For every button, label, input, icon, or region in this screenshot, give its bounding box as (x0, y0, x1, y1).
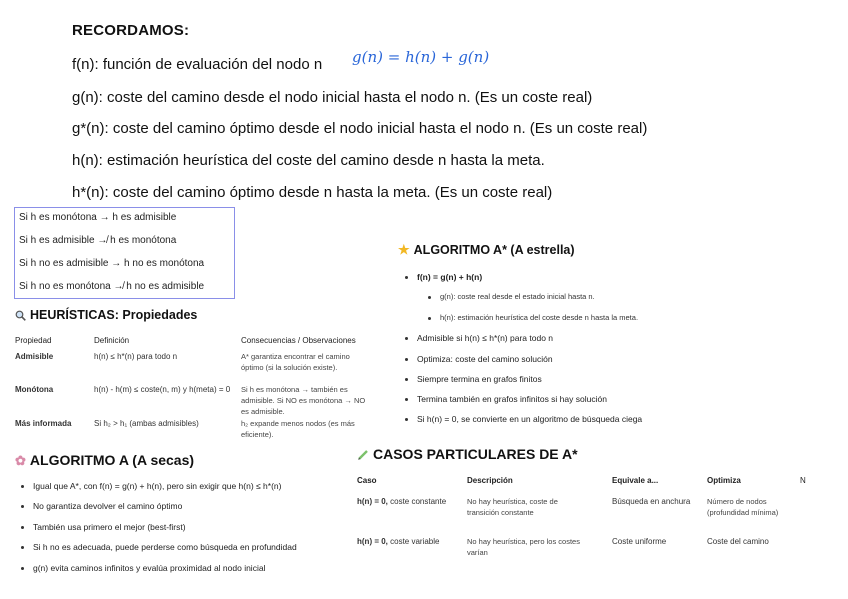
pencil-icon (357, 449, 369, 461)
astar-title (398, 242, 575, 258)
casos-row-opt: Coste del camino (707, 537, 769, 546)
heuristics-row-prop: Más informada (15, 419, 72, 428)
casos-row-equiv: Coste uniforme (612, 537, 667, 546)
astar-subitem: h(n): estimación heurística del coste desde n hasta la meta. (428, 313, 638, 322)
algo-a-title (15, 452, 194, 469)
algo-a-item: Igual que A*, con f(n) = g(n) + h(n), pero sin exigir que h(n) ≤ h*(n) (21, 481, 281, 491)
casos-header-opt: Optimiza (707, 476, 741, 485)
astar-subitem: g(n): coste real desde el estado inicial hasta n. (428, 292, 595, 301)
heuristics-row-def: h(n) ≤ h*(n) para todo n (94, 352, 178, 361)
heuristics-row-obs: h₂ expande menos nodos (es más eficiente). (241, 419, 355, 439)
magnifier-icon (15, 310, 26, 321)
astar-item: Siempre termina en grafos finitos (405, 374, 542, 384)
algo-a-item: También usa primero el mejor (best-first) (21, 522, 186, 532)
brain-icon: ✿ (15, 453, 26, 468)
handwritten-note: g(n) = h(n) + g(n) (352, 48, 490, 66)
casos-header-desc: Descripción (467, 476, 513, 485)
recap-line-hstar: h*(n): coste del camino óptimo desde n hasta la meta. (Es un coste real) (72, 184, 553, 201)
monotone-line: Si h es admisible ↛ h es monótona (19, 235, 177, 246)
monotone-line: Si h no es monótona ↛ h no es admisible (19, 281, 205, 292)
astar-item: Si h(n) = 0, se convierte en un algoritmo de búsqueda ciega (405, 414, 642, 424)
heuristics-header-obs: Consecuencias / Observaciones (241, 336, 356, 345)
algo-a-title-text: ALGORITMO A (A secas) (29, 452, 195, 468)
heuristics-header-prop: Propiedad (15, 336, 52, 345)
casos-header-extra: N (800, 476, 806, 485)
heuristics-row-def: Si h₂ > h₁ (ambas admisibles) (94, 419, 199, 428)
casos-header-caso: Caso (357, 476, 377, 485)
astar-item: Optimiza: coste del camino solución (405, 354, 553, 364)
casos-row-caso: h(n) = 0, coste variable (357, 537, 440, 546)
heuristics-header-def: Definición (94, 336, 130, 345)
astar-item: Admisible si h(n) ≤ h*(n) para todo n (405, 333, 553, 343)
heuristics-row-def: h(n) - h(m) ≤ coste(n, m) y h(meta) = 0 (94, 385, 231, 394)
casos-row-equiv: Búsqueda en anchura (612, 497, 691, 506)
astar-title-text: ALGORITMO A* (A estrella) (413, 243, 575, 257)
casos-header-equiv: Equivale a... (612, 476, 659, 485)
casos-title (357, 446, 578, 462)
casos-row-desc: No hay heurística, coste de transición constante (467, 497, 558, 517)
recap-line-h: h(n): estimación heurística del coste del camino desde n hasta la meta. (72, 152, 545, 169)
astar-item: f(n) = g(n) + h(n) (405, 272, 482, 282)
algo-a-item: No garantiza devolver el camino óptimo (21, 501, 182, 511)
recap-line-g: g(n): coste del camino desde el nodo inicial hasta el nodo n. (Es un coste real) (72, 89, 593, 106)
monotone-box (14, 207, 235, 299)
heuristics-title (15, 308, 197, 322)
algo-a-item: g(n) evita caminos infinitos y evalúa proximidad al nodo inicial (21, 563, 265, 573)
heuristics-row-prop: Admisible (15, 352, 54, 361)
casos-row-caso: h(n) = 0, coste constante (357, 497, 447, 506)
casos-row-desc: No hay heurística, pero los costes varían (467, 537, 580, 557)
monotone-line: Si h no es admisible → h no es monótona (19, 258, 205, 269)
star-icon: ★ (398, 242, 410, 257)
algo-a-item: Si h no es adecuada, puede perderse como búsqueda en profundidad (21, 542, 297, 552)
casos-row-opt: Número de nodos (profundidad mínima) (707, 497, 779, 517)
astar-item: Termina también en grafos infinitos si hay solución (405, 394, 607, 404)
recap-line-gstar: g*(n): coste del camino óptimo desde el nodo inicial hasta el nodo n. (Es un coste real) (72, 120, 648, 137)
recap-line-f: f(n): función de evaluación del nodo n (72, 56, 323, 73)
heuristics-row-obs: A* garantiza encontrar el camino óptimo (si la solución existe). (241, 352, 350, 372)
recap-title: RECORDAMOS: (72, 22, 190, 39)
heuristics-row-prop: Monótona (15, 385, 54, 394)
casos-title-text: CASOS PARTICULARES DE A* (373, 446, 578, 462)
heuristics-title-text: HEURÍSTICAS: Propiedades (30, 308, 198, 322)
monotone-line: Si h es monótona → h es admisible (19, 212, 177, 223)
heuristics-row-obs: Si h es monótona → también es admisible. Si NO es monótona → NO es admisible. (241, 385, 366, 416)
